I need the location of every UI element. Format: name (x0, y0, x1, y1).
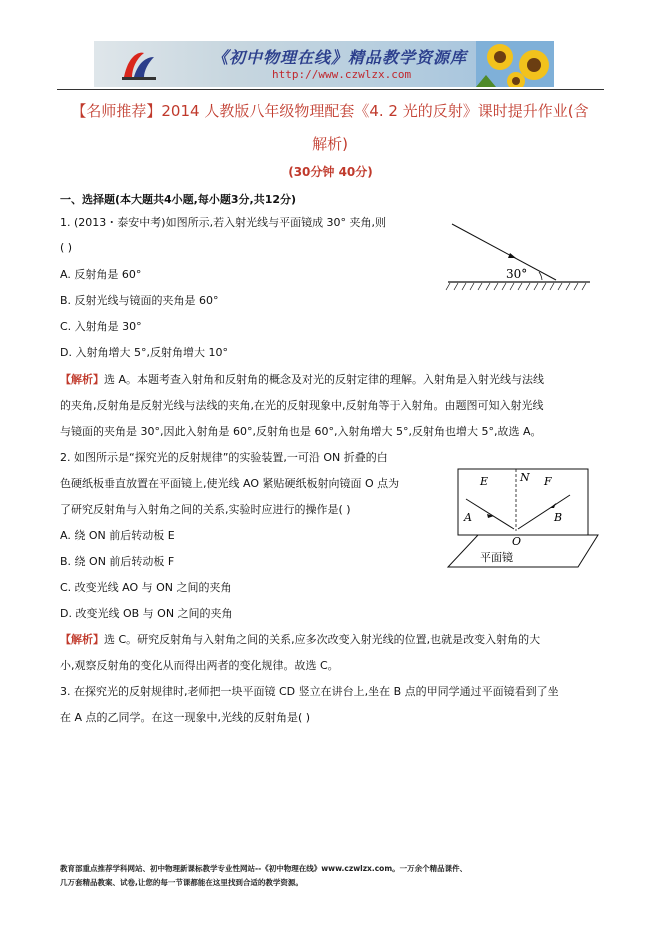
q1-option-c: C. 入射角是 30° (60, 320, 142, 333)
q1-analysis-line1: 【解析】选 A。本题考查入射角和反射角的概念及对光的反射定律的理解。入射角是入射光线与法线 (60, 373, 545, 386)
q1-option-b: B. 反射光线与镜面的夹角是 60° (60, 294, 219, 307)
doc-title-line1: 【名师推荐】2014 人教版八年级物理配套《4. 2 光的反射》课时提升作业(含 (71, 102, 589, 120)
q2-analysis-line1: 【解析】选 C。研究反射角与入射角之间的关系,应多次改变入射光线的位置,也就是改变入射角的大 (60, 633, 541, 646)
banner-url: http://www.czwlzx.com (272, 68, 412, 81)
banner-title: 《初中物理在线》精品教学资源库 (212, 48, 468, 67)
logo-icon (118, 47, 158, 83)
section-heading: 一、选择题(本大题共4小题,每小题3分,共12分) (60, 193, 297, 206)
q2-analysis-line2: 小,观察反射角的变化从而得出两者的变化规律。故选 C。 (60, 659, 339, 672)
q3-stem-line1: 3. 在探究光的反射规律时,老师把一块平面镜 CD 竖立在讲台上,坐在 B 点的甲同学通过平面镜看到了坐 (60, 685, 559, 698)
q1-analysis-line3: 与镜面的夹角是 30°,因此入射角是 60°,反射角也是 60°,入射角增大 5°,反射角也增大 5°,故选 A。 (60, 425, 542, 438)
q2-option-b: B. 绕 ON 前后转动板 F (60, 555, 175, 568)
doc-title-line2: 解析) (312, 135, 348, 153)
q1-blank: ( ) (60, 241, 73, 254)
q2-label-f: F (544, 475, 552, 488)
q1-angle-label: 30° (506, 267, 528, 281)
q2-label-n: N (520, 471, 530, 484)
sunflower-image (476, 41, 554, 87)
footer-line2: 几万套精品教案、试卷,让您的每一节课都能在这里找到合适的教学资源。 (60, 878, 303, 887)
q2-stem-line3: 了研究反射角与入射角之间的关系,实验时应进行的操作是( ) (60, 503, 351, 516)
q2-label-a: A (464, 511, 472, 524)
q1-option-a: A. 反射角是 60° (60, 268, 142, 281)
q2-label-o: O (512, 535, 522, 548)
q1-option-d: D. 入射角增大 5°,反射角增大 10° (60, 346, 228, 359)
doc-subtitle: (30分钟 40分) (288, 165, 373, 179)
q2-stem-line2: 色硬纸板垂直放置在平面镜上,使光线 AO 紧贴硬纸板射向镜面 O 点为 (60, 477, 400, 490)
q1-stem: 1. (2013・泰安中考)如图所示,若入射光线与平面镜成 30° 夹角,则 (60, 216, 387, 229)
q2-option-d: D. 改变光线 OB 与 ON 之间的夹角 (60, 607, 233, 620)
header-rule (57, 89, 604, 90)
q1-analysis-tag: 【解析】 (60, 373, 104, 386)
q2-figure (440, 465, 600, 575)
q3-stem-line2: 在 A 点的乙同学。在这一现象中,光线的反射角是( ) (60, 711, 311, 724)
header-banner (94, 41, 554, 87)
q2-mirror-label: 平面镜 (480, 551, 513, 564)
q2-option-a: A. 绕 ON 前后转动板 E (60, 529, 175, 542)
q2-label-b: B (554, 511, 563, 524)
q1-analysis-line2: 的夹角,反射角是反射光线与法线的夹角,在光的反射现象中,反射角等于入射角。由题图可知入射光线 (60, 399, 544, 412)
q2-analysis-tag: 【解析】 (60, 633, 104, 646)
q1-figure (444, 222, 594, 294)
q2-stem-line1: 2. 如图所示是“探究光的反射规律”的实验装置,一可沿 ON 折叠的白 (60, 451, 388, 464)
footer-line1: 教育部重点推荐学科网站、初中物理新课标教学专业性网站--《初中物理在线》www.czwlzx.com。一万余个精品课件、 (60, 864, 468, 873)
q2-option-c: C. 改变光线 AO 与 ON 之间的夹角 (60, 581, 232, 594)
q2-label-e: E (480, 475, 489, 488)
